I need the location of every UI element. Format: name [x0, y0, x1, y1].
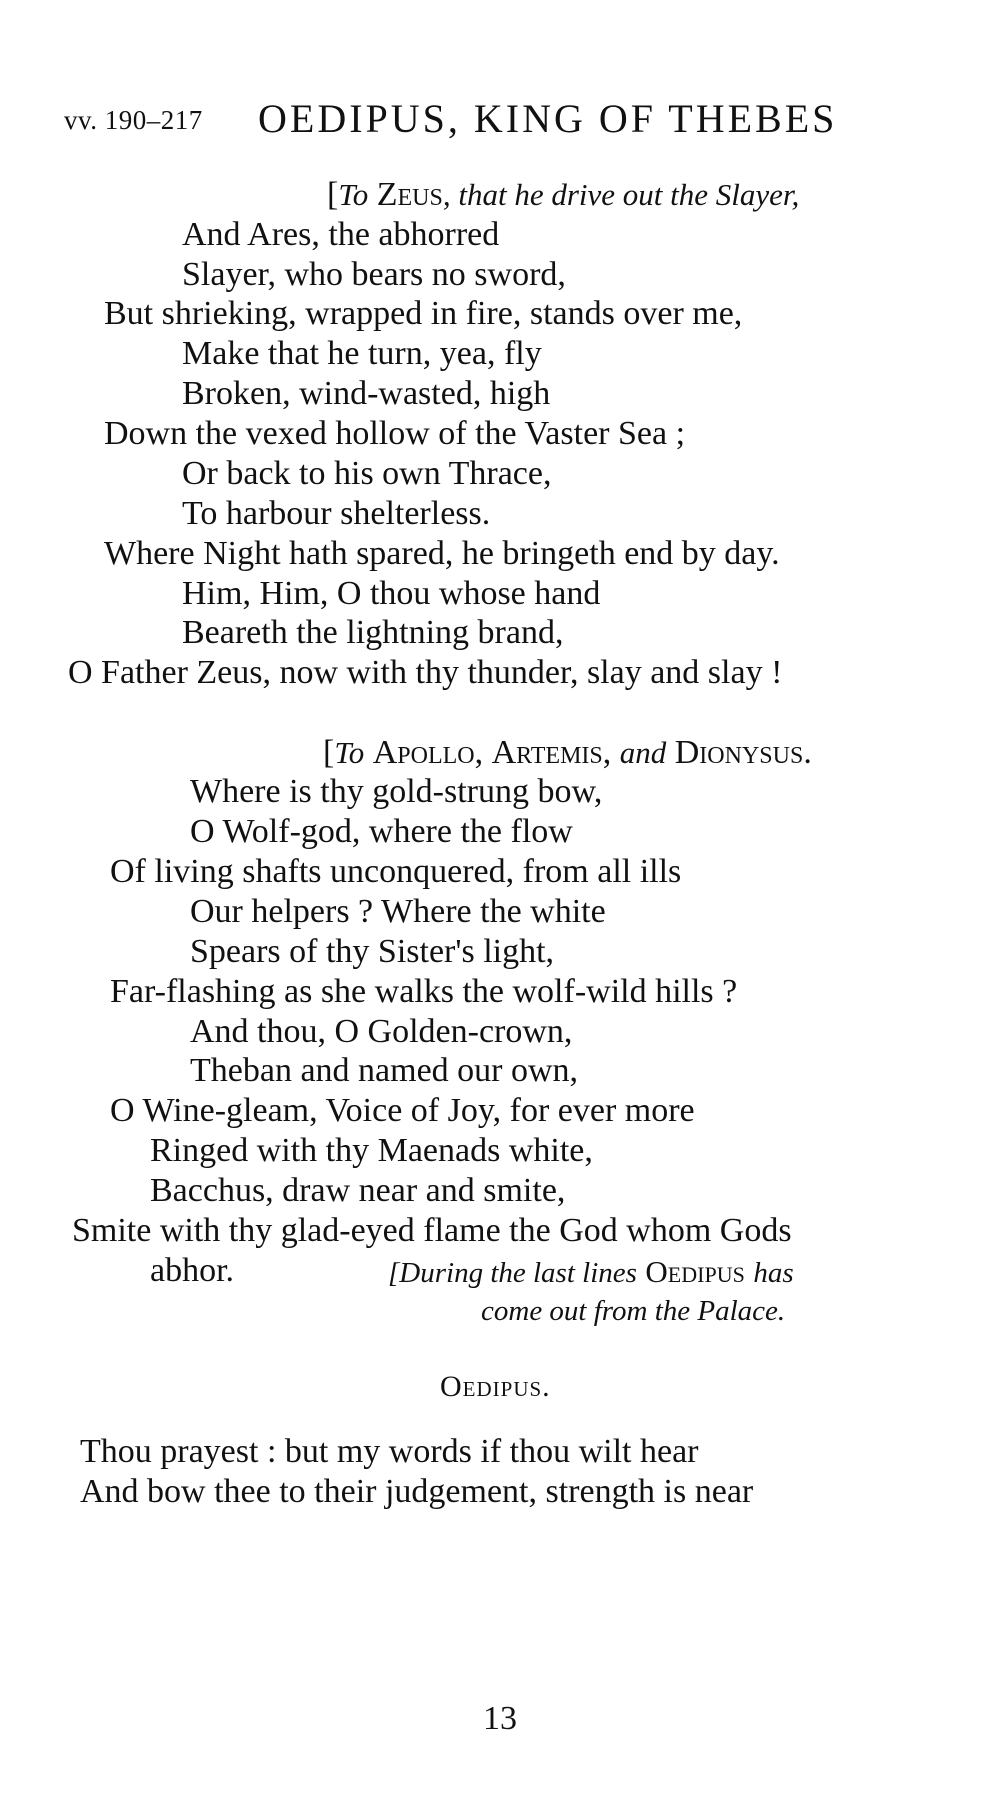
- verse-line: Slayer, who bears no sword,: [182, 256, 566, 293]
- verse-line: But shrieking, wrapped in fire, stands over me,: [104, 295, 743, 332]
- verse-line: Broken, wind-wasted, high: [182, 375, 551, 412]
- verse-line: Smite with thy glad-eyed flame the God whom Gods: [72, 1212, 792, 1249]
- speaker-name: Oedipus.: [440, 1370, 551, 1403]
- verse-line: And Ares, the abhorred: [182, 216, 500, 253]
- verse-line: Down the vexed hollow of the Vaster Sea ;: [104, 415, 686, 452]
- page-number: 13: [483, 1700, 517, 1737]
- verse-line: Where Night hath spared, he bringeth end by day.: [104, 535, 780, 572]
- stage-direction-apollo: [To Apollo, Artemis, and Dionysus.: [323, 734, 812, 771]
- stage-direction-continuation: come out from the Palace.: [481, 1295, 786, 1327]
- verse-line: And thou, O Golden-crown,: [190, 1013, 573, 1050]
- verse-line: To harbour shelterless.: [182, 495, 491, 532]
- verse-line: Or back to his own Thrace,: [182, 455, 552, 492]
- verse-line: Our helpers ? Where the white: [190, 893, 606, 930]
- verse-line: Beareth the lightning brand,: [182, 614, 564, 651]
- running-title: OEDIPUS, KING OF THEBES: [258, 96, 838, 141]
- speech-line: And bow thee to their judgement, strength is near: [80, 1473, 754, 1510]
- verse-line: Bacchus, draw near and smite,: [150, 1172, 566, 1209]
- verse-line: Spears of thy Sister's light,: [190, 933, 555, 970]
- verse-line: Ringed with thy Maenads white,: [150, 1132, 593, 1169]
- verse-line: O Wine-gleam, Voice of Joy, for ever more: [110, 1092, 695, 1129]
- verse-line: Him, Him, O thou whose hand: [182, 575, 601, 612]
- verse-line-abhor: abhor.: [150, 1252, 235, 1289]
- verse-line: Of living shafts unconquered, from all ills: [110, 853, 682, 890]
- verse-line: Far-flashing as she walks the wolf-wild hills ?: [110, 973, 738, 1010]
- verse-line: Where is thy gold-strung bow,: [190, 773, 603, 810]
- verse-line: O Wolf-god, where the flow: [190, 813, 573, 850]
- stage-direction-zeus: [To Zeus, that he drive out the Slayer,: [327, 176, 800, 213]
- speech-line: Thou prayest : but my words if thou wilt hear: [80, 1433, 699, 1470]
- stage-direction-oedipus-enters: [During the last lines Oedipus has: [388, 1254, 794, 1289]
- verse-range: vv. 190–217: [64, 105, 203, 135]
- verse-line: O Father Zeus, now with thy thunder, slay and slay !: [68, 654, 783, 691]
- verse-line: Theban and named our own,: [190, 1052, 579, 1089]
- verse-line: Make that he turn, yea, fly: [182, 335, 542, 372]
